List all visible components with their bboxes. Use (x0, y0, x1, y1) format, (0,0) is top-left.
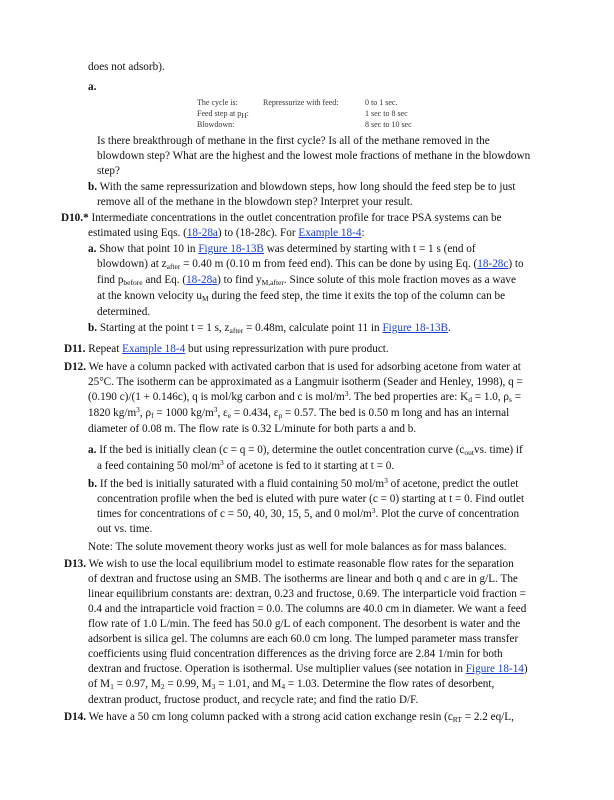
problem-d13-line: flow rate of 1.0 L/min. The feed has 50.0 g/L of each component. The desorbent is water and the (88, 618, 521, 630)
problem-d12-line: diameter of 0.08 m. The flow rate is 0.32 L/minute for both parts a and b. (88, 423, 417, 435)
problem-d10: D10.* Intermediate concentrations in the outlet concentration profile for trace PSA systems can be (61, 212, 502, 224)
d10-part-a-line: blowdown) at $z_{after} = 0.40$ m (0.10 m from feed end). This can be done by using Eq. (18-28c) to (97, 258, 524, 271)
d10-part-a: a. Show that point 10 in Figure 18-13B was determined by starting with t = 1 s (end of (88, 243, 476, 255)
problem-d13-line: of $M_1 = 0.97$, $M_2 = 0.99$, $M_3 = 1.01$, and $M_4 = 1.03$. Determine the flow rates of desorbent, (88, 678, 495, 691)
problem-d10-line: estimated using Eqs. (18-28a) to (18-28c). For Example 18-4: (88, 227, 365, 239)
d12-part-b: b. If the bed is initially saturated with a fluid containing 50 mol/$m^3$ of acetone, predict the outlet (88, 476, 519, 490)
problem-d12-line: 1820 $kg/m^3$, $\rho_f = 1000$ $kg/m^3$, $\varepsilon_e = 0.434$, $\varepsilon_p = 0.57$. The bed is 0.50 m long and has an internal (88, 405, 510, 420)
d10-part-b: b. Starting at the point t = 1 s, $z_{after} = 0.48m$, calculate point 11 in Figure 18-13B. (88, 322, 451, 335)
example-18-4-link[interactable]: Example 18-4 (122, 343, 186, 355)
eq-18-28c-link[interactable]: 18-28c (477, 258, 509, 270)
problem-d13-line: of dextran and fructose using an SMB. The isotherms are linear and both q and c are in g/L. The (88, 573, 518, 585)
problem-d13-line: dextran and fructose. Operation is isothermal. Use multiplier values (see notation in Figure 18-14) (88, 663, 528, 675)
d12-part-b-line: times for concentrations of c = 50, 40, 30, 15, 5, and 0 mol/$m^3$. Plot the curve of concentration (97, 506, 520, 520)
figure-18-13b-link[interactable]: Figure 18-13B (198, 243, 264, 255)
cycle-table (197, 98, 457, 132)
d12-part-a-line: a feed containing 50 mol/$m^3$ of acetone is fed to it starting at t = 0. (97, 458, 395, 472)
cycle-label: The cycle is: (197, 98, 238, 107)
eq-18-28a-link[interactable]: 18-28a (186, 227, 218, 239)
feed-step-label: Feed step at $p_H$: (197, 109, 249, 120)
eq-18-28a-link[interactable]: 18-28a (186, 274, 218, 286)
problem-d14: D14. We have a 50 cm long column packed with a strong acid cation exchange resin ($c_{RT} = 2.2$ eq/L, (64, 711, 514, 724)
figure-18-14-link[interactable]: Figure 18-14 (465, 663, 524, 675)
d10-part-a-line: determined. (97, 306, 151, 318)
intro-line: does not adsorb). (88, 61, 165, 73)
repressurize-time: 0 to 1 sec. (365, 98, 398, 107)
problem-d13-line: 0.4 and the intraparticle void fraction = 0.0. The columns are 40.0 cm in diameter. We want a feed (88, 603, 527, 615)
question-a-line: blowdown step? What are the highest and the lowest mole fractions of methane in the blowdown (97, 150, 531, 162)
problem-d12-line: (0.190 c)/(1 + 0.146c), q is mol/kg carbon and c is mol/$m^3$. The bed properties are: $K_d = 1.0$, $\rho_s$ = (88, 389, 522, 404)
question-a-line: step? (97, 165, 120, 177)
problem-d12-line: 25°C. The isotherm can be approximated as a Langmuir isotherm (Seader and Henley, 1998), q = (88, 376, 523, 388)
question-b-line: remove all of the methane in the blowdown step? Interpret your result. (97, 196, 413, 208)
d12-part-b-line: out vs. time. (97, 523, 153, 535)
d10-part-a-line: find $p_{before}$ and Eq. (18-28a) to find $y_{M,after}$. Since solute of this mole fraction moves as a wave (97, 274, 516, 287)
d12-part-a: a. If the bed is initially clean (c = q = 0), determine the outlet concentration curve ($c_{out}vs$. time) if (88, 444, 523, 457)
repressurize-label: Repressurize with feed: (263, 98, 339, 107)
d12-note: Note: The solute movement theory works just as well for mole balances as for mass balances. (88, 541, 507, 553)
problem-d11: D11. Repeat Example 18-4 but using repressurization with pure product. (64, 343, 389, 355)
problem-d13-line: coefficients using fluid concentration differences as the driving force are 2.84 1/min for both (88, 648, 503, 660)
question-a-line: Is there breakthrough of methane in the first cycle? Is all of the methane removed in the (97, 135, 490, 147)
question-b-line: b. With the same repressurization and blowdown steps, how long should the feed step be to just (88, 181, 516, 193)
problem-d13: D13. We wish to use the local equilibrium model to estimate reasonable flow rates for the separation (64, 558, 514, 570)
problem-d13-line: linear equilibrium constants are: dextran, 0.23 and fructose, 0.69. The interparticle void fraction = (88, 588, 526, 600)
part-a-label: a. (88, 81, 97, 93)
example-18-4-link[interactable]: Example 18-4 (298, 227, 362, 239)
problem-d13-line: dextran product, fructose product, and recycle rate; and find the ratio D/F. (88, 694, 419, 706)
blowdown-time: 8 sec to 10 sec (365, 120, 412, 129)
problem-d12: D12. We have a column packed with activated carbon that is used for adsorbing acetone from water at (64, 361, 521, 373)
d10-part-a-line: at the known velocity $u_M$ during the feed step, the time it exits the top of the column can be (97, 290, 506, 303)
blowdown-label: Blowdown: (197, 120, 235, 129)
problem-d13-line: adsorbent is silica gel. The columns are each 60.0 cm long. The lumped parameter mass transfer (88, 633, 519, 645)
feed-step-time: 1 sec to 8 sec (365, 109, 408, 118)
figure-18-13b-link[interactable]: Figure 18-13B (382, 322, 449, 334)
d12-part-b-line: concentration profile when the bed is eluted with pure water (c = 0) starting at t = 0. Find outlet (97, 493, 525, 505)
